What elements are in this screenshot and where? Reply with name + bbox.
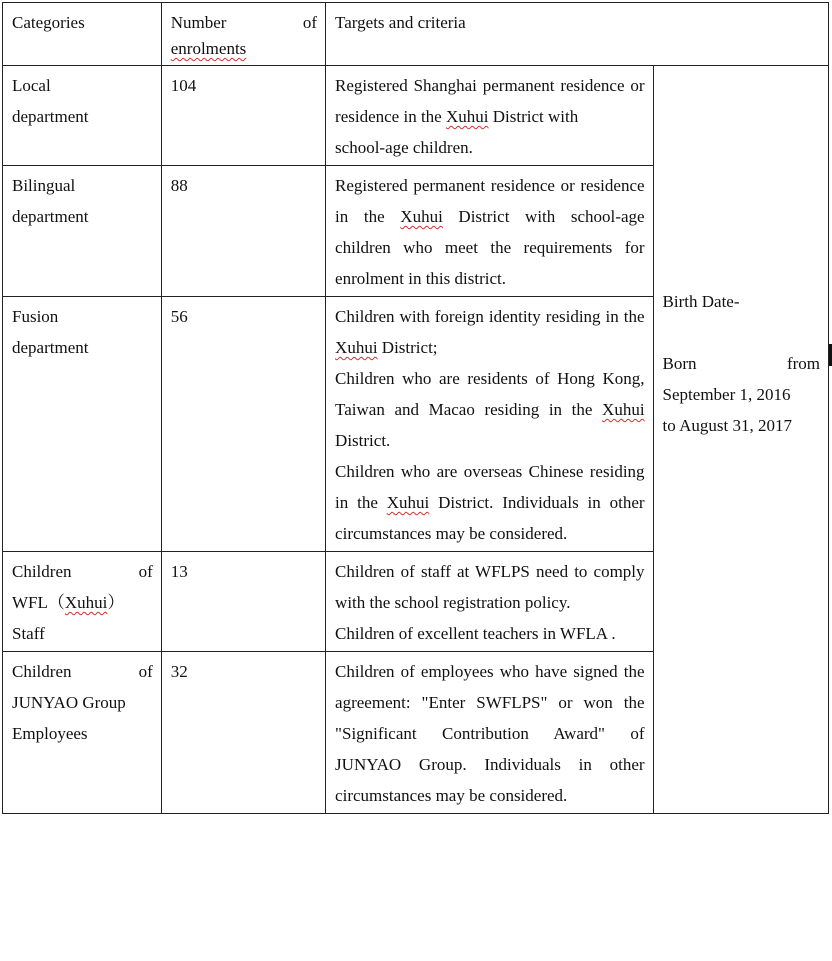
enrolment-number-cell: 104 — [161, 66, 325, 166]
enrolment-number-cell: 32 — [161, 652, 325, 814]
enrolment-table — [2, 2, 829, 814]
criteria-cell: Registered Shanghai permanent residence or residence in the Xuhui District with school-age children. — [326, 66, 654, 166]
category-cell: Children of WFL（Xuhui） Staff — [3, 552, 162, 652]
category-cell: Bilingual department — [3, 166, 162, 297]
header-number-of-enrolments: Number of enrolments — [161, 3, 325, 66]
category-cell: Fusion department — [3, 297, 162, 552]
criteria-cell: Children with foreign identity residing in the Xuhui District; Children who are residents of Hong Kong, Taiwan and Macao residing in the Xuhui District. Children who are overseas Chinese residing in the Xuhui District. Individuals in other circumstances may be considered. — [326, 297, 654, 552]
header-row — [3, 3, 829, 66]
table-row — [3, 66, 829, 166]
criteria-cell: Children of staff at WFLPS need to comply with the school registration policy. Children of excellent teachers in WFLA . — [326, 552, 654, 652]
header-categories: Categories — [3, 3, 162, 66]
header-targets-and-criteria: Targets and criteria — [326, 3, 829, 66]
category-cell: Local department — [3, 66, 162, 166]
criteria-cell: Children of employees who have signed the agreement: "Enter SWFLPS" or won the "Significant Contribution Award" of JUNYAO Group. Individuals in other circumstances may be considered. — [326, 652, 654, 814]
criteria-cell: Registered permanent residence or residence in the Xuhui District with school-age children who meet the requirements for enrolment in this district. — [326, 166, 654, 297]
enrolment-number-cell: 88 — [161, 166, 325, 297]
enrolment-number-cell: 56 — [161, 297, 325, 552]
category-cell: Children of JUNYAO Group Employees — [3, 652, 162, 814]
birth-date-cell: Birth Date- Born from September 1, 2016 to August 31, 2017 — [653, 66, 828, 814]
enrolment-number-cell: 13 — [161, 552, 325, 652]
